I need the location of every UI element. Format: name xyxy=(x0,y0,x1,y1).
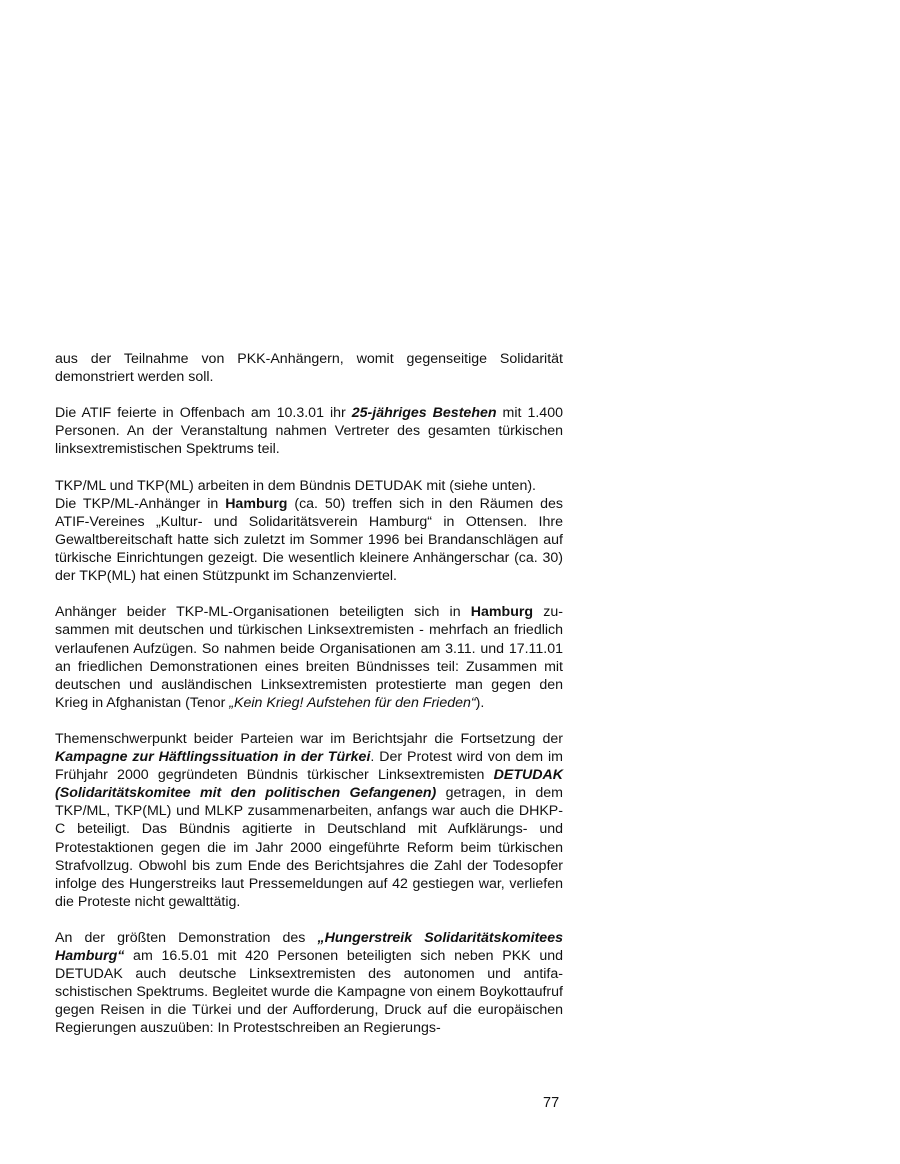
paragraph-4-text-a: Die TKP/ML-Anhänger in xyxy=(55,495,226,512)
paragraph-5-bold: Hamburg xyxy=(470,604,534,621)
paragraph-5 xyxy=(55,603,563,712)
paragraph-5-italic: „Kein Krieg! Aufstehen für den Frieden“ xyxy=(229,694,476,711)
paragraph-3-text: TKP/ML und TKP(ML) arbeiten in dem Bündnis DETUDAK mit (siehe unten). xyxy=(55,477,536,494)
paragraph-7-text-a: An der größten Demonstration des xyxy=(55,930,318,946)
paragraph-7-text-c: am 16.5.01 mit 420 Personen beteiligten sich neben PKK und DETUDAK auch deutsche Linksextremisten des autonomen und antifaschistischen Spektrums. Begleitet wurde die Kampagne von einem Boykottaufruf gegen Reisen in die Türkei und der Aufforderung, Druck auf die europäischen Regierungen auszuüben: In Protestschreiben an Regierungs- xyxy=(55,948,563,1037)
paragraph-2-text-a: Die ATIF feierte in Offenbach am 10.3.01 ihr xyxy=(55,405,352,422)
paragraph-6-emphasis-2: DETUDAK (Solidaritätskomitee mit den politischen Gefangenen) xyxy=(55,767,563,802)
paragraph-2-emphasis: 25-jähriges Bestehen xyxy=(351,405,497,422)
paragraph-4-text-c: (ca. 50) treffen sich in den Räumen des ATIF-Vereines „Kultur- und Solidaritätsverein Hamburg“ in Ottensen. Ihre Gewaltbereitschaft hatte sich zuletzt im Sommer 1996 bei Brandanschlägen auf türkische Einrichtungen gezeigt. Die wesentlich kleinere Anhängerschar (ca. 30) der TKP(ML) hat einen Stützpunkt im Schanzenviertel. xyxy=(55,495,563,585)
paragraph-7 xyxy=(55,929,563,1038)
paragraph-2-text-c: mit 1.400 Personen. An der Veranstaltung nahmen Vertreter des gesamten türkischen linksextremistischen Spektrums teil. xyxy=(55,405,563,458)
page-number: 77 xyxy=(543,1095,560,1111)
paragraph-7-emphasis: „Hungerstreik Solidaritätskomitees Hamburg“ xyxy=(55,930,563,965)
paragraph-6-emphasis-1: Kampagne zur Häftlingssituation in der Türkei xyxy=(55,749,371,766)
paragraph-4-bold: Hamburg xyxy=(225,495,288,512)
paragraph-6 xyxy=(55,730,563,911)
paragraph-5-text-a: Anhänger beider TKP-ML-Organisationen beteiligten sich in xyxy=(55,604,471,621)
body-text xyxy=(55,350,563,1056)
paragraph-3 xyxy=(55,477,563,495)
paragraph-4 xyxy=(55,495,563,585)
paragraph-1-text: aus der Teilnahme von PKK-Anhängern, womit gegenseitige Solidarität demonstriert werden soll. xyxy=(55,351,563,386)
paragraph-1 xyxy=(55,350,563,386)
paragraph-5-text-e: ). xyxy=(475,694,485,711)
paragraph-6-text-e: getragen, in dem TKP/ML, TKP(ML) und MLKP zusammenarbeiten, anfangs war auch die DHKP-C beteiligt. Das Bündnis agitierte in Deutschland mit Aufklärungs- und Protestaktionen gegen die im Jahr 2000 eingeführte Reform beim türkischen Strafvollzug. Obwohl bis zum Ende des Berichtsjahres die Zahl der Todesopfer infolge des Hungerstreiks laut Pressemeldungen auf 42 gestiegen war, verliefen die Proteste nicht gewalttätig. xyxy=(55,785,563,910)
paragraph-5-text-c: zusammen mit deutschen und türkischen Linksextremisten - mehrfach an friedlich verlaufenen Aufzügen. So nahmen beide Organisationen am 3.11. und 17.11.01 an friedlichen Demonstrationen eines breiten Bündnisses teil: Zusammen mit deutschen und ausländischen Linksextremisten protestierte man gegen den Krieg in Afghanistan (Tenor xyxy=(55,604,563,711)
paragraph-6-text-a: Themenschwerpunkt beider Parteien war im Berichtsjahr die Fortsetzung der xyxy=(55,730,563,747)
paragraph-2 xyxy=(55,404,563,458)
paragraph-6-text-c: . Der Protest wird von dem im Frühjahr 2000 gegründeten Bündnis türkischer Linksextremisten xyxy=(55,749,563,784)
